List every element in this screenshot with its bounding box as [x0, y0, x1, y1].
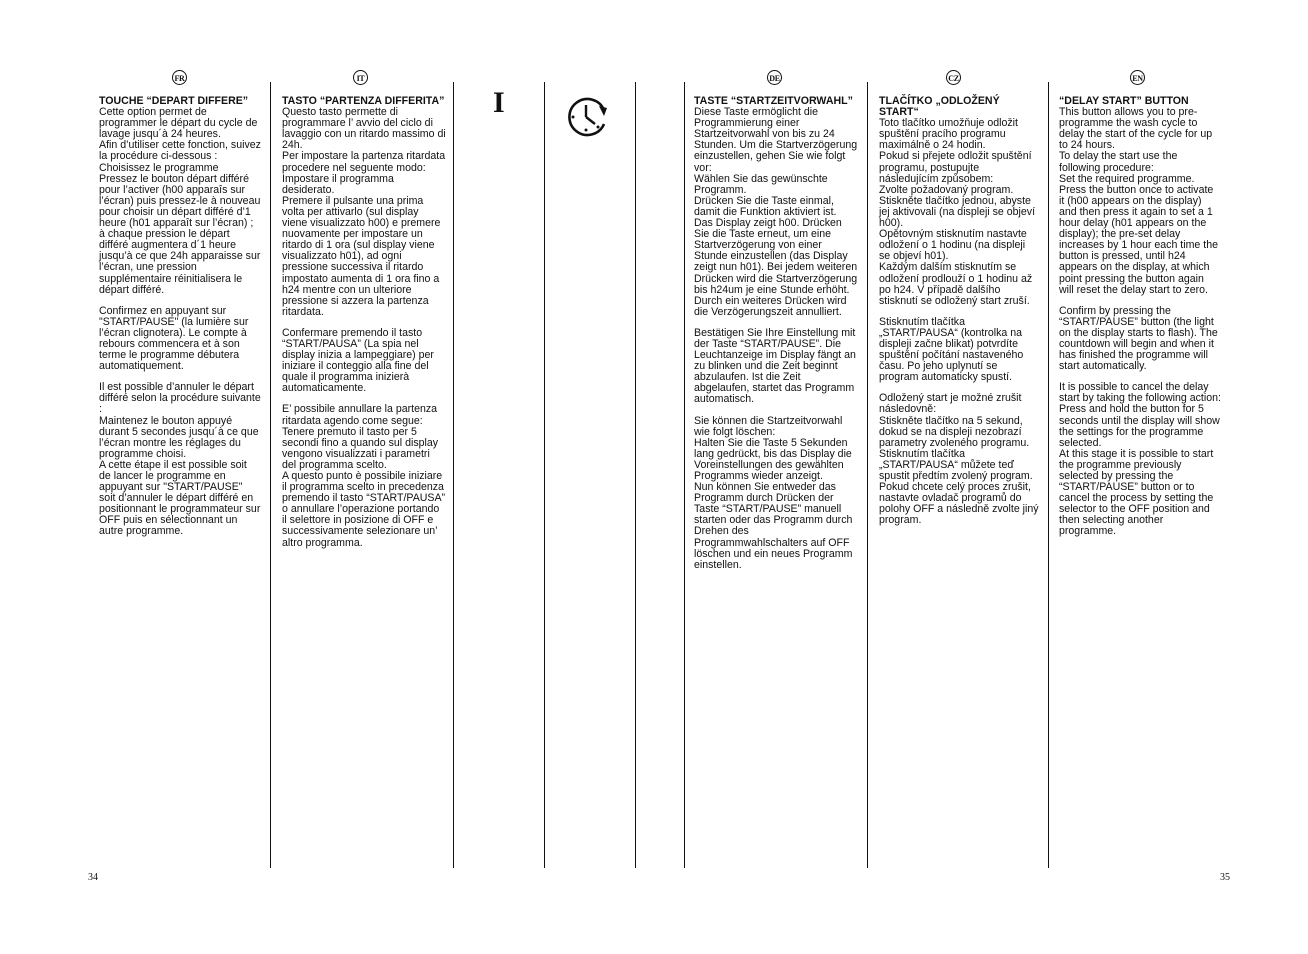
paragraph: Confirmez en appuyant sur "START/PAUSE" (la lumière sur l’écran clignotera). Le compte à rebours commencera et à son terme le programme débutera automatiquement. — [99, 304, 249, 373]
column-divider — [270, 82, 271, 868]
language-badge-cz: CZ — [946, 70, 961, 85]
paragraph — [879, 96, 1039, 307]
language-badge-it: IT — [353, 70, 368, 85]
section-heading: “DELAY START” BUTTON — [1059, 95, 1189, 107]
body-text: Diese Taste ermöglicht die Programmierung einer Startzeitvorwahl von bis zu 24 Stunden. Um die Startverzögerung einzustellen, gehen Sie wie folgt vor: Wählen Sie das gewünschte Programm. Drücken Sie die Taste einmal, damit die Funktion aktiviert ist. Das Display zeigt h00. Drücken Sie die Taste erneut, um eine Startverzögerung von einer Stunde einzustellen (das Display zeigt nun h01). Bei jedem weiteren Drücken wird die Startverzögerung bis h24um je eine Stunde erhöht. Durch ein weiteres Drücken wird die Verzögerungszeit annulliert. — [694, 106, 858, 318]
paragraph — [694, 96, 858, 318]
paragraph: Odložený start je možné zrušit následovně: Stiskněte tlačítko na 5 sekund, dokud se na displeji nezobrazí parametry zvoleného programu. Stisknutím tlačítka „START/PAUSA“ můžete teď spustit předtím zvolený program. Pokud chcete celý proces zrušit, nastavte ovladač programů do polohy OFF a následně zvolte jiný program. — [879, 392, 1039, 527]
page-number-left: 34 — [88, 872, 98, 883]
clock-arrow-icon — [566, 95, 610, 144]
column-divider — [684, 82, 685, 868]
column-fr — [99, 96, 261, 548]
paragraph — [1059, 96, 1221, 296]
paragraph: E’ possibile annullare la partenza ritardata agendo come segue: Tenere premuto il tasto per 5 secondi fino a quando sul display vengono visualizzati i parametri del programma scelto. A questo punto è possibile iniziare il programma scelto in precedenza premendo il tasto “START/PAUSA” o annullare l’operazione portando il selettore in posizione di OFF e successivamente selezionare un’ altro programma. — [282, 403, 446, 549]
column-divider — [453, 82, 454, 868]
section-heading: TLAČÍTKO „ODLOŽENÝ START“ — [879, 95, 1000, 119]
paragraph: Stisknutím tlačítka „START/PAUSA“ (kontrolka na displeji začne blikat) potvrdíte spuštění počítání nastaveného času. Po jeho uplynutí se program automaticky spustí. — [879, 315, 1024, 384]
paragraph: Sie können die Startzeitvorwahl wie folgt löschen: Halten Sie die Taste 5 Sekunden lang gedrückt, bis das Display die Voreinstellungen des gewählten Programms wieder anzeigt. Nun können Sie entweder das Programm durch Drücken der Taste “START/PAUSE” manuell starten oder das Programm durch Drehen des Programmwahlschalters auf OFF löschen und ein neues Programm einstellen. — [694, 414, 853, 571]
body-text: Cette option permet de programmer le départ du cycle de lavage jusqu´à 24 heures. Afin d’utiliser cette fonction, suivez la procédure ci-dessous : Choisissez le programme Pressez le bouton départ différé pour l’activer (h00 apparaîs sur l’écran) puis pressez-le à nouveau pour choisir un départ différé d’1 heure (h01 apparaît sur l’écran) ; à chaque pression le départ différé augmentera d´1 heure jusqu’à ce que 24h apparaisse sur l’écran, une pression supplémentaire réinitialisera le départ différé. — [99, 106, 261, 296]
page-number-right: 35 — [1220, 872, 1230, 883]
column-en — [1059, 96, 1221, 548]
paragraph: It is possible to cancel the delay start by taking the following action: Press and hold the button for 5 seconds until the display will show the settings for the programme selected. At this stage it is possible to start the programme previously selected by pressing the “START/PAUSE” button or to cancel the process by setting the selector to the OFF position and then selecting another programme. — [1059, 381, 1221, 538]
paragraph: Bestätigen Sie Ihre Einstellung mit der Taste “START/PAUSE”. Die Leuchtanzeige im Display fängt an zu blinken und die Zeit beginnt abzulaufen. Ist die Zeit abgelaufen, startet das Programm automatisch. — [694, 326, 856, 406]
paragraph — [99, 96, 261, 296]
column-divider — [544, 82, 545, 868]
paragraph: Confermare premendo il tasto “START/PAUSA” (La spia nel display inizia a lampeggiare) per iniziare il conteggio alla fine del quale il programma inizierà automaticamente. — [282, 326, 434, 395]
body-text: Questo tasto permette di programmare l’ avvio del ciclo di lavaggio con un ritardo massimo di 24h. Per impostare la partenza ritardata procedere nel seguente modo: Impostare il programma desiderato. Premere il pulsante una prima volta per attivarlo (sul display viene visualizzato h00) e premere nuovamente per impostare un ritardo di 1 ora (sul display viene visualizzato h01), ad ogni pressione successiva il ritardo impostato aumenta di 1 ora fino a h24 mentre con un ulteriore pressione si azzera la partenza ritardata. — [282, 106, 446, 318]
paragraph — [282, 96, 446, 318]
language-badge-fr: FR — [172, 70, 187, 85]
language-badge-de: DE — [767, 70, 782, 85]
section-numeral: I — [493, 86, 505, 119]
section-heading: TASTO “PARTENZA DIFFERITA” — [282, 95, 445, 107]
paragraph: Il est possible d’annuler le départ différé selon la procédure suivante : Maintenez le bouton appuyé durant 5 secondes jusqu´à ce que l’écran montre les réglages du programme choisi. A cette étape il est possible soit de lancer le programme en appuyant sur "START/PAUSE" soit d’annuler le départ différé en positionnant le programmateur sur OFF puis en sélectionnant un autre programme. — [99, 381, 261, 538]
column-divider — [635, 82, 636, 868]
paragraph: Confirm by pressing the “START/PAUSE” button (the light on the display starts to flash). The countdown will begin and when it has finished the programme will start automatically. — [1059, 304, 1218, 373]
language-badge-en: EN — [1130, 70, 1145, 85]
column-de — [694, 96, 858, 581]
section-heading: TOUCHE “DEPART DIFFERE” — [99, 95, 249, 107]
column-it — [282, 96, 446, 559]
column-cz — [879, 96, 1039, 536]
column-divider — [1048, 82, 1049, 868]
body-text: Toto tlačítko umožňuje odložit spuštění pracího programu maximálně o 24 hodin. Pokud si přejete odložit spuštění programu, postupujte následujícím způsobem: Zvolte požadovaný program. Stiskněte tlačítko jednou, abyste jej aktivovali (na displeji se objeví h00). Opětovným stisknutím nastavte odložení o 1 hodinu (na displeji se objeví h01). Každým dalším stisknutím se odložení prodlouží o 1 hodinu až po h24. V případě dalšího stisknutí se odložený start zruší. — [879, 117, 1036, 307]
body-text: This button allows you to pre-programme the wash cycle to delay the start of the cycle for up to 24 hours. To delay the start use the following procedure: Set the required programme. Press the button once to activate it (h00 appears on the display) and then press it again to set a 1 hour delay (h01 appears on the display); the pre-set delay increases by 1 hour each time the button is pressed, until h24 appears on the display, at which point pressing the button again will reset the delay start to zero. — [1059, 106, 1218, 296]
section-heading: TASTE “STARTZEITVORWAHL” — [694, 95, 853, 107]
column-divider — [867, 82, 868, 868]
